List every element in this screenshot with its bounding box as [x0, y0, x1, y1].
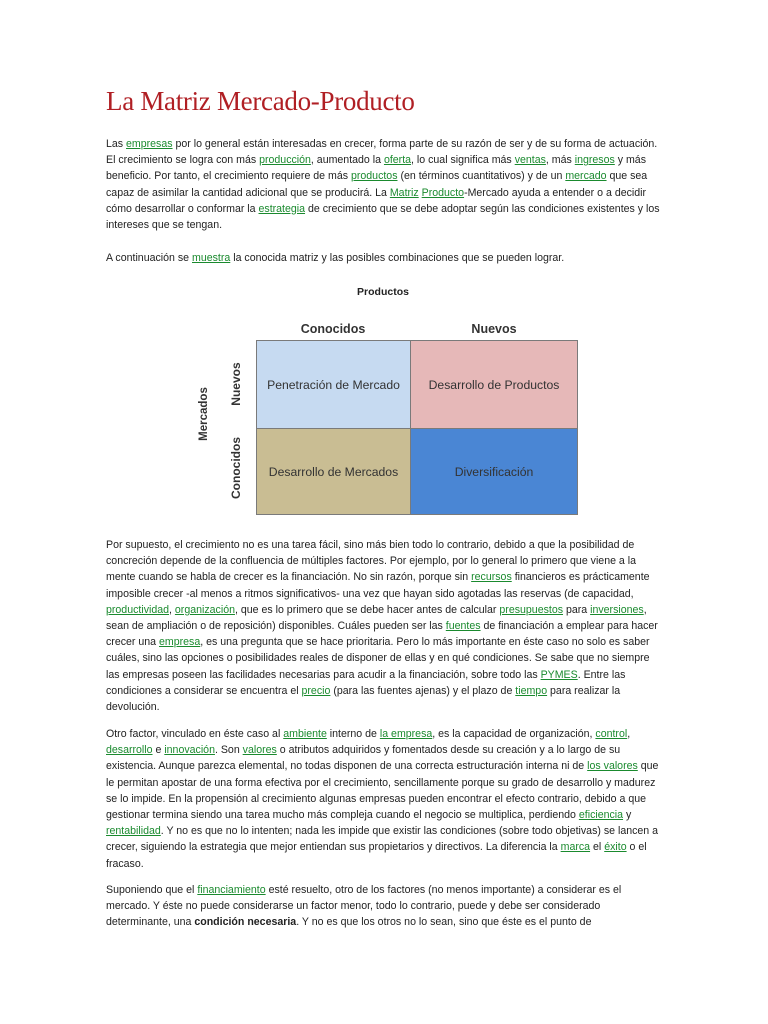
link-productividad[interactable]: productividad: [106, 603, 170, 616]
page-title: La Matriz Mercado-Producto: [106, 86, 415, 116]
link-pymes[interactable]: PYMES: [540, 668, 578, 681]
paragraph-market: Suponiendo que el financiamiento esté resuelto, otro de los factores (no menos importante) a considerar es el mercado. Y éste no puede considerarse un factor menor, todo lo contrario, puede y debe ser considerado determinante, una condición necesaria. Y no es que los otros no lo sean, sino que éste es el punto de: [106, 884, 622, 929]
link-desarrollo[interactable]: desarrollo: [106, 744, 153, 757]
column-label-new: Nuevos: [471, 322, 517, 336]
link-matriz[interactable]: Matriz: [389, 186, 419, 199]
link-produccion[interactable]: producción: [259, 154, 311, 167]
link-muestra[interactable]: muestra: [192, 252, 231, 264]
column-label-known: Conocidos: [300, 322, 366, 336]
link-estrategia[interactable]: estrategia: [258, 202, 306, 215]
paragraph-matrix-intro: A continuación se muestra la conocida matriz y las posibles combinaciones que se pueden lograr.: [106, 252, 565, 264]
link-innovacion[interactable]: innovación: [164, 744, 215, 757]
link-oferta[interactable]: oferta: [383, 154, 412, 167]
link-empresa[interactable]: empresa: [159, 636, 201, 649]
axis-label-markets: Mercados: [198, 387, 210, 441]
row-label-known: Conocidos: [229, 437, 243, 499]
link-la-empresa[interactable]: la empresa: [379, 728, 433, 740]
link-valores[interactable]: valores: [242, 744, 277, 757]
link-presupuestos[interactable]: presupuestos: [499, 603, 564, 616]
link-recursos[interactable]: recursos: [471, 571, 512, 584]
matrix-cell-diversification: Diversificación: [410, 428, 578, 515]
link-rentabilidad[interactable]: rentabilidad: [106, 825, 161, 838]
link-organizacion[interactable]: organización: [174, 603, 235, 616]
row-label-new: Nuevos: [229, 362, 243, 406]
matrix-cell-product-development: Desarrollo de Productos: [410, 340, 578, 429]
link-fuentes[interactable]: fuentes: [445, 620, 481, 633]
link-tiempo[interactable]: tiempo: [515, 684, 548, 697]
link-producto[interactable]: Producto: [421, 186, 465, 199]
paragraph-organization: Otro factor, vinculado en éste caso al ambiente interno de la empresa, es la capacidad de organización, control, desarrollo e innovación. Son valores o atributos adquiridos y fomentados desde su creación y a lo largo de su existencia. Aunque parezca elemental, no todas disponen de una correcta estructuración interna ni de los valores que le permitan apostar de una forma efectiva por el crecimiento, sencillamente porque su grado de desarrollo y madurez se lo impide. En la propensión al crecimiento algunas empresas pueden encontrar el efecto contrario, debido a que gestionar termina siendo una tarea mucho más compleja cuando el negocio se multiplica, perdiendo eficiencia y rentabilidad. Y no es que no lo intenten; nada les impide que existir las condiciones (sobre todo objetivas) se lancen a crecer, siguiendo la estrategia que mejor entiendan sus propietarios y directivos. La diferencia la marca el éxito o el fracaso.: [106, 728, 659, 870]
matrix-caption: Productos: [357, 286, 409, 298]
link-control[interactable]: control: [595, 728, 628, 740]
bold-condicion-necesaria: condición necesaria: [194, 916, 297, 929]
link-eficiencia[interactable]: eficiencia: [578, 809, 624, 822]
link-mercado[interactable]: mercado: [565, 170, 607, 183]
paragraph-financing: Por supuesto, el crecimiento no es una tarea fácil, sino más bien todo lo contrario, debido a que la posibilidad de concreción depende de la confluencia de múltiples factores. Por ejemplo, por lo general lo primero que viene a la mente cuando se habla de crecer es la financiación. No sin razón, porque sin recursos financieros es prácticamente imposible crecer -al menos a ritmos significativos- una vez que hayan sido agotadas las reservas (de capacidad, productividad, organización, que es lo primero que se debe hacer antes de calcular presupuestos para inversiones, sean de ampliación o de reposición) disponibles. Cuáles pueden ser las fuentes de financiación a emplear para hacer crecer una empresa, es una pregunta que se hace prioritaria. Pero lo más importante en éste caso no solo es saber cuáles, sino las opciones o posibilidades reales de disponer de ellas y en qué condiciones. Se sabe que no siempre las empresas poseen las facilidades necesarias para acudir a la financiación, sobre todo las PYMES. Entre las condiciones a considerar se encuentra el precio (para las fuentes ajenas) y el plazo de tiempo para realizar la devolución.: [106, 539, 658, 714]
link-marca[interactable]: marca: [560, 841, 591, 854]
matrix-cell-market-penetration: Penetración de Mercado: [256, 340, 411, 429]
link-financiamiento[interactable]: financiamiento: [197, 884, 266, 896]
link-exito[interactable]: éxito: [604, 841, 627, 854]
link-ventas[interactable]: ventas: [514, 154, 546, 167]
matrix-cell-market-development: Desarrollo de Mercados: [256, 428, 411, 515]
link-ingresos[interactable]: ingresos: [574, 154, 615, 167]
link-precio[interactable]: precio: [301, 684, 331, 697]
link-empresas[interactable]: empresas: [126, 138, 173, 150]
link-productos[interactable]: productos: [350, 170, 398, 183]
paragraph-intro: Las empresas por lo general están interesadas en crecer, forma parte de su razón de ser y de su forma de actuación. El crecimiento se logra con más producción, aumentado la oferta, lo cual significa más ventas, más ingresos y más beneficio. Por tanto, el crecimiento requiere de más productos (en términos cuantitativos) y de un mercado que sea capaz de asimilar la cantidad adicional que se producirá. La Matriz Producto-Mercado ayuda a entender o a decidir cómo desarrollar o conformar la estrategia de crecimiento que se debe adoptar según las condiciones existentes y los intereses que se tengan.: [106, 138, 660, 232]
link-ambiente[interactable]: ambiente: [283, 728, 327, 740]
link-los-valores[interactable]: los valores: [587, 760, 638, 773]
link-inversiones[interactable]: inversiones: [590, 603, 644, 616]
